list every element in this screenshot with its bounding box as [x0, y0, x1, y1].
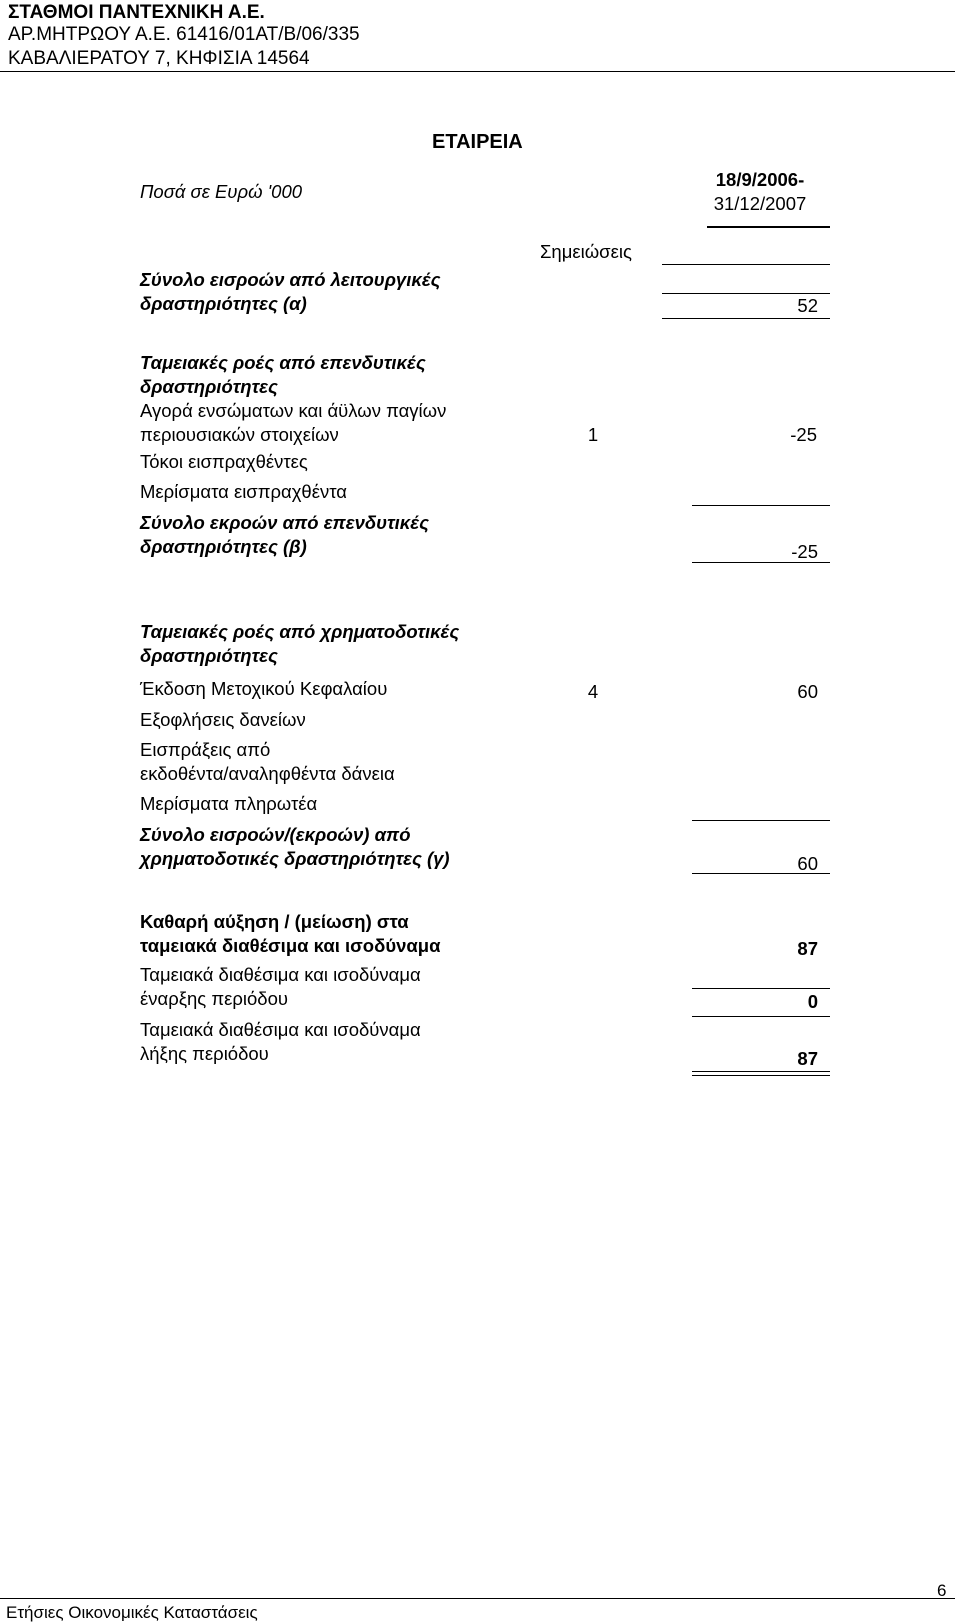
company-registry: ΑΡ.ΜΗΤΡΩΟΥ Α.Ε. 61416/01ΑΤ/Β/06/335: [8, 24, 360, 45]
operating-total-value: 52: [797, 295, 818, 316]
net-change-value: 87: [797, 938, 818, 959]
cash-end-label-2: λήξης περιόδου: [140, 1043, 269, 1064]
financing-row2-label: Εξοφλήσεις δανείων: [140, 709, 306, 730]
investing-row1-value: -25: [790, 424, 817, 445]
cash-start-top-rule: [692, 988, 830, 989]
cash-end-label-1: Ταμειακά διαθέσιμα και ισοδύναμα: [140, 1019, 421, 1040]
header-divider: [0, 71, 955, 72]
footer-divider: [0, 1598, 955, 1599]
investing-title-2: δραστηριότητες: [140, 376, 278, 397]
operating-total-label-1: Σύνολο εισροών από λειτουργικές: [140, 269, 441, 290]
investing-total-top-rule: [692, 505, 830, 506]
financing-total-label-2: χρηματοδοτικές δραστηριότητες (γ): [140, 848, 450, 869]
net-change-label-1: Καθαρή αύξηση / (μείωση) στα: [140, 911, 409, 932]
investing-total-label-2: δραστηριότητες (β): [140, 536, 307, 557]
financing-row1-label: Έκδοση Μετοχικού Κεφαλαίου: [140, 678, 388, 699]
financing-total-top-rule: [692, 820, 830, 821]
investing-title-1: Ταμειακές ροές από επενδυτικές: [140, 352, 426, 373]
financing-row3-label-1: Εισπράξεις από: [140, 739, 271, 760]
notes-header: Σημειώσεις: [540, 241, 632, 262]
investing-total-bottom-rule: [692, 562, 830, 563]
investing-row1-label-2: περιουσιακών στοιχείων: [140, 424, 339, 445]
investing-total-value: -25: [791, 541, 818, 562]
financing-row1-note: 4: [587, 681, 599, 702]
cash-start-value: 0: [807, 991, 818, 1012]
financing-total-bottom-rule: [692, 873, 830, 874]
financing-row4-label: Μερίσματα πληρωτέα: [140, 793, 318, 814]
notes-header-rule: [662, 264, 830, 265]
investing-row1-note: 1: [587, 424, 599, 445]
cash-start-bottom-rule: [692, 1016, 830, 1017]
operating-total-label-2: δραστηριότητες (α): [140, 293, 307, 314]
operating-total-bottom-rule: [662, 318, 830, 319]
financing-title-2: δραστηριότητες: [140, 645, 278, 666]
company-name: ΣΤΑΘΜΟΙ ΠΑΝΤΕΧΝΙΚΗ Α.Ε.: [8, 2, 265, 23]
financing-total-label-1: Σύνολο εισροών/(εκροών) από: [140, 824, 411, 845]
financing-row3-label-2: εκδοθέντα/αναληφθέντα δάνεια: [140, 763, 395, 784]
page-number: 6: [937, 1581, 947, 1600]
cash-end-value: 87: [797, 1048, 818, 1069]
period-header-rule: [707, 226, 830, 228]
financing-title-1: Ταμειακές ροές από χρηματοδοτικές: [140, 621, 460, 642]
cash-start-label-2: έναρξης περιόδου: [140, 988, 288, 1009]
company-address: ΚΑΒΑΛΙΕΡΑΤΟΥ 7, ΚΗΦΙΣΙΑ 14564: [8, 48, 310, 69]
financing-total-value: 60: [797, 853, 818, 874]
investing-row1-label-1: Αγορά ενσώματων και άϋλων παγίων: [140, 400, 447, 421]
cash-end-double-rule-bottom: [692, 1075, 830, 1076]
investing-row3-label: Μερίσματα εισπραχθέντα: [140, 481, 347, 502]
period-header-line1: 18/9/2006-: [715, 169, 805, 190]
investing-row2-label: Τόκοι εισπραχθέντες: [140, 451, 308, 472]
footer-title: Ετήσιες Οικονομικές Καταστάσεις: [6, 1603, 258, 1622]
net-change-label-2: ταμειακά διαθέσιμα και ισοδύναμα: [140, 935, 441, 956]
cash-start-label-1: Ταμειακά διαθέσιμα και ισοδύναμα: [140, 964, 421, 985]
currency-note: Ποσά σε Ευρώ '000: [140, 181, 303, 202]
period-header-line2: 31/12/2007: [713, 193, 807, 214]
investing-total-label-1: Σύνολο εκροών από επενδυτικές: [140, 512, 429, 533]
entity-header: ΕΤΑΙΡΕΙΑ: [432, 131, 523, 153]
financing-row1-value: 60: [797, 681, 818, 702]
cash-end-double-rule-top: [692, 1071, 830, 1072]
